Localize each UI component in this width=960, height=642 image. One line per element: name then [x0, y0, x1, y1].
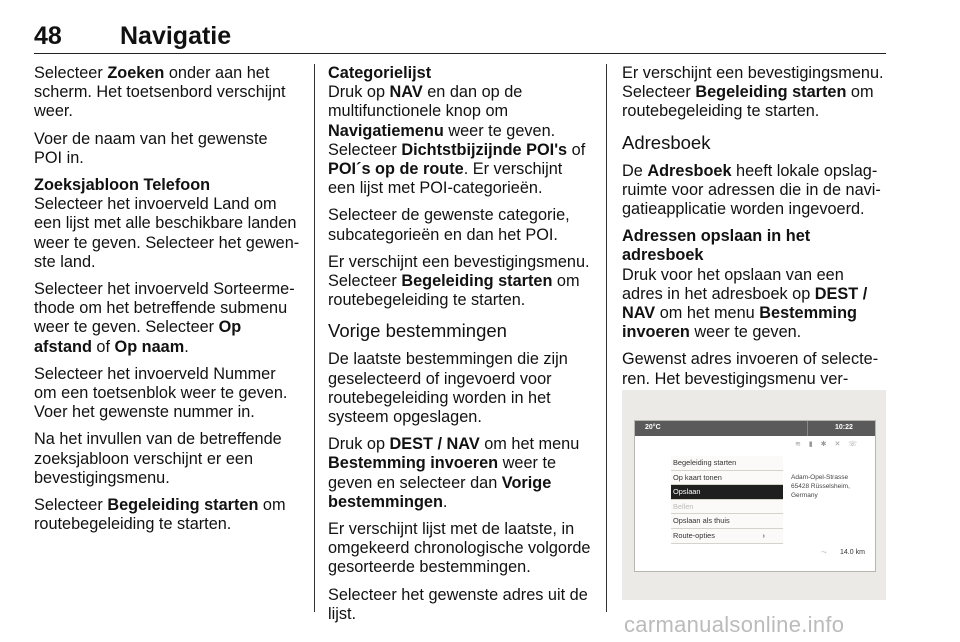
wifi-icon: ≋	[795, 441, 804, 448]
paragraph: De laatste bestemmingen die zijn geselecteerd of ingevoerd voor routebegeleiding worden in het systeem opgeslagen.	[328, 350, 568, 427]
menu-item-begeleiding-starten[interactable]: Begeleiding starten	[671, 456, 783, 471]
chapter-title: Navigatie	[120, 22, 232, 50]
status-bar	[635, 421, 875, 436]
chevron-right-icon: ›	[762, 530, 765, 540]
paragraph: De Adresboek heeft lokale opslagruimte voor adressen die in de navigatieapplicatie worden ingevoerd.	[622, 161, 881, 219]
subheading-telefoon: Zoeksjabloon Telefoon	[34, 176, 211, 195]
paragraph: Na het invullen van de betreffende zoeksjabloon verschijnt er een bevestigingsmenu.	[34, 430, 282, 487]
section-title-vorige-bestemmingen: Vorige bestemmingen	[328, 320, 507, 342]
section-title-adresboek: Adresboek	[622, 131, 711, 153]
column-2	[328, 64, 592, 632]
column-divider	[314, 64, 315, 612]
status-icons	[795, 440, 860, 448]
paragraph: Voer de naam van het gewenste POI in.	[34, 129, 268, 167]
menu-item-op-kaart-tonen[interactable]: Op kaart tonen	[671, 471, 783, 486]
paragraph: Selecteer het gewenste adres uit de lijst.	[328, 585, 588, 623]
route-icon: ⤳	[821, 549, 827, 556]
mute-icon: ✕	[834, 441, 844, 448]
column-3	[622, 64, 886, 416]
display	[634, 420, 876, 572]
paragraph: Er verschijnt een bevestigingsmenu. Selecteer Begeleiding starten om routebegeleiding te starten.	[622, 64, 884, 121]
paragraph: Er verschijnt een bevestigingsmenu. Selecteer Begeleiding starten om routebegeleiding te starten.	[328, 252, 590, 310]
paragraph: Selecteer Begeleiding starten om routebegeleiding te starten.	[34, 496, 286, 534]
page-header	[34, 20, 886, 52]
page-number: 48	[34, 22, 62, 50]
paragraph: Druk voor het opslaan van een adres in het adresboek op DEST / NAV om het menu Bestemming invoeren weer te geven.	[622, 265, 868, 342]
column-1	[34, 64, 300, 542]
menu-item-opslaan[interactable]: Opslaan	[671, 485, 783, 500]
paragraph: Er verschijnt lijst met de laatste, in omgekeerd chronologische volgorde gesorteerde bestemmingen.	[328, 520, 591, 577]
header-rule	[34, 53, 886, 54]
menu-item-bellen[interactable]: Bellen	[671, 500, 783, 515]
confirmation-menu	[671, 456, 783, 544]
paragraph: Druk op NAV en dan op de multifunctionele knop om Navigatiemenu weer te geven. Selecteer Dichtstbijzijnde POI's of POI´s op de route. Er verschijnt een lijst met POI-categorieën.	[328, 83, 586, 198]
menu-item-opslaan-als-thuis[interactable]: Opslaan als thuis	[671, 514, 783, 529]
clock: 10:22	[835, 424, 853, 431]
paragraph: Selecteer het invoerveld Sorteermethode om het betreffende submenu weer te geven. Selecteer Op afstand of Op naam.	[34, 280, 295, 356]
paragraph: Selecteer het invoerveld Nummer om een toetsenblok weer te geven. Voer het gewenste nummer in.	[34, 364, 288, 422]
paragraph: Selecteer de gewenste categorie, subcategorieën en dan het POI.	[328, 206, 570, 244]
subheading-adressen-opslaan: Adressen opslaan in het adresboek	[622, 227, 811, 265]
signal-icon: ▮	[808, 441, 816, 448]
paragraph: Selecteer Zoeken onder aan het scherm. Het toetsenbord verschijnt weer.	[34, 64, 286, 121]
phone-icon: ☏	[848, 441, 861, 448]
bluetooth-icon: ✱	[820, 441, 830, 448]
destination-address: Adam-Opel-Strasse 65428 Rüsselsheim, Germany	[791, 474, 850, 499]
subheading-categorielijst: Categorielijst	[328, 64, 432, 82]
temperature: 20°C	[645, 424, 661, 431]
paragraph: Druk op DEST / NAV om het menu Bestemming invoeren weer te geven en selecteer dan Vorige bestemmingen.	[328, 435, 580, 511]
infotainment-screenshot	[622, 390, 886, 600]
distance: 14.0 km	[840, 549, 865, 556]
paragraph: Gewenst adres invoeren of selecteren. Het bevestigingsmenu ver	[622, 350, 879, 388]
watermark: carmanualsonline.info	[624, 612, 845, 637]
column-divider	[606, 64, 607, 612]
menu-item-route-opties[interactable]: Route-opties ›	[671, 529, 783, 544]
paragraph: Selecteer het invoerveld Land om een lijst met alle beschikbare landen weer te geven. Selecteer het gewenste land.	[34, 195, 300, 271]
